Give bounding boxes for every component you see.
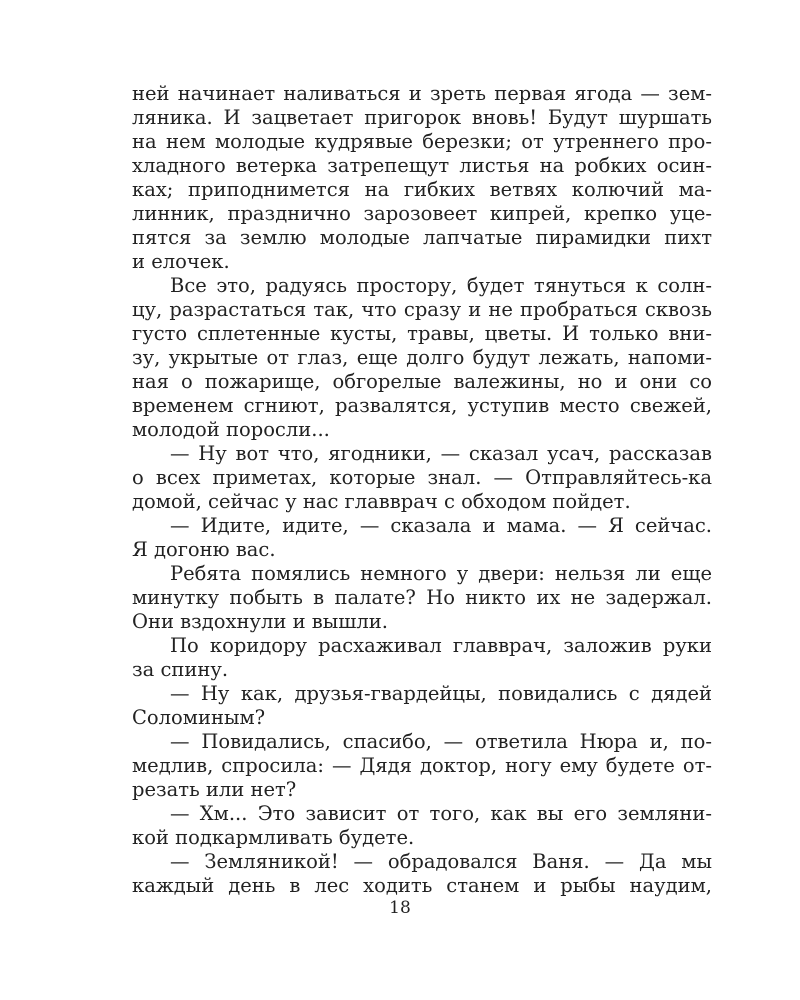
text-line: пятся за землю молодые лапчатые пирамидки пихт (132, 226, 712, 249)
text-line: и елочек. (132, 250, 230, 273)
text-line: на нем молодые кудрявые березки; от утреннего про- (132, 130, 712, 153)
text-line: зу, укрытые от глаз, еще долго будут лежать, напоми- (132, 346, 712, 369)
text-line: — Земляникой! — обрадовался Ваня. — Да мы (170, 850, 712, 873)
text-line: временем сгниют, развалятся, уступив место свежей, (132, 394, 712, 417)
text-line: медлив, спросила: — Дядя доктор, ногу ему будете от- (132, 754, 712, 777)
page-body-text (132, 82, 712, 898)
page-number: 18 (389, 898, 411, 918)
text-line: ляника. И зацветает пригорок вновь! Будут шуршать (132, 106, 712, 129)
text-line: Все это, радуясь простору, будет тянуться к солн- (170, 274, 712, 297)
text-line: ная о пожарище, обгорелые валежины, но и они со (132, 370, 712, 393)
text-line: густо сплетенные кусты, травы, цветы. И только вни- (132, 322, 712, 345)
text-line: о всех приметах, которые знал. — Отправляйтесь-ка (132, 466, 712, 489)
text-line: за спину. (132, 658, 229, 681)
text-line: кой подкармливать будете. (132, 826, 415, 849)
text-line: — Идите, идите, — сказала и мама. — Я сейчас. (170, 514, 712, 537)
text-line: хладного ветерка затрепещут листья на робких осин- (132, 154, 712, 177)
text-line: Они вздохнули и вышли. (132, 610, 388, 633)
text-line: ках; приподнимется на гибких ветвях колючий ма- (132, 178, 712, 201)
text-line: резать или нет? (132, 778, 297, 801)
text-line: минутку побыть в палате? Но никто их не задержал. (132, 586, 712, 609)
text-line: ней начинает наливаться и зреть первая ягода — зем- (132, 82, 712, 105)
text-line: линник, празднично зарозовеет кипрей, крепко уце- (132, 202, 712, 225)
text-line: каждый день в лес ходить станем и рыбы наудим, (132, 874, 712, 897)
text-line: — Ну вот что, ягодники, — сказал усач, рассказав (170, 442, 712, 465)
text-line: Ребята помялись немного у двери: нельзя ли еще (170, 562, 712, 585)
text-line: — Повидались, спасибо, — ответила Нюра и, по- (170, 730, 712, 753)
text-line: цу, разрастаться так, что сразу и не пробраться сквозь (132, 298, 712, 321)
text-line: — Ну как, друзья-гвардейцы, повидались с дядей (170, 682, 712, 705)
text-line: — Хм... Это зависит от того, как вы его земляни- (170, 802, 712, 825)
text-line: домой, сейчас у нас главврач с обходом пойдет. (132, 490, 631, 513)
text-line: По коридору расхаживал главврач, заложив руки (170, 634, 712, 657)
text-line: Соломиным? (132, 706, 266, 729)
text-line: Я догоню вас. (132, 538, 276, 561)
text-line: молодой поросли... (132, 418, 330, 441)
